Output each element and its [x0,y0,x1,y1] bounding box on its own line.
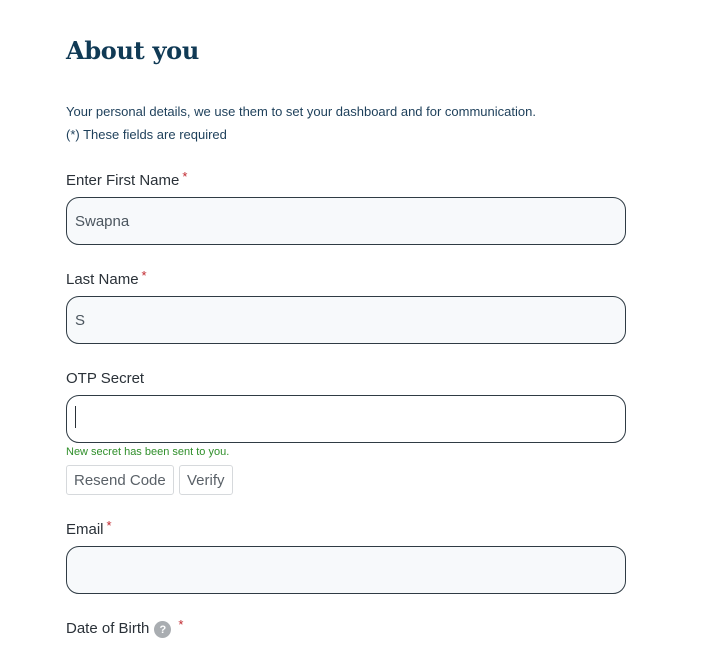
description-text: Your personal details, we use them to set your dashboard and for communication. [66,104,536,119]
required-asterisk: * [178,617,184,632]
email-label [66,518,112,538]
text-caret [75,406,76,428]
last-name-label [66,268,147,288]
required-asterisk: * [182,169,188,184]
first-name-label-text: Enter First Name [66,172,180,189]
required-note: (*) These fields are required [66,127,227,142]
resend-code-button[interactable]: Resend Code [66,465,174,495]
dob-label-text: Date of Birth [66,620,150,637]
page-title: About you [66,36,200,65]
email-label-text: Email [66,521,104,538]
last-name-label-text: Last Name [66,271,139,288]
first-name-label [66,169,188,189]
required-asterisk: * [141,268,147,283]
otp-secret-input[interactable] [66,395,626,443]
otp-label-text: OTP Secret [66,370,145,387]
first-name-input[interactable] [66,197,626,245]
otp-label [66,370,144,387]
verify-button[interactable]: Verify [179,465,233,495]
otp-sent-message: New secret has been sent to you. [66,446,230,458]
required-asterisk: * [106,518,112,533]
email-input[interactable] [66,546,626,594]
dob-label [66,617,184,637]
last-name-input[interactable] [66,296,626,344]
help-icon[interactable]: ? [154,621,171,638]
